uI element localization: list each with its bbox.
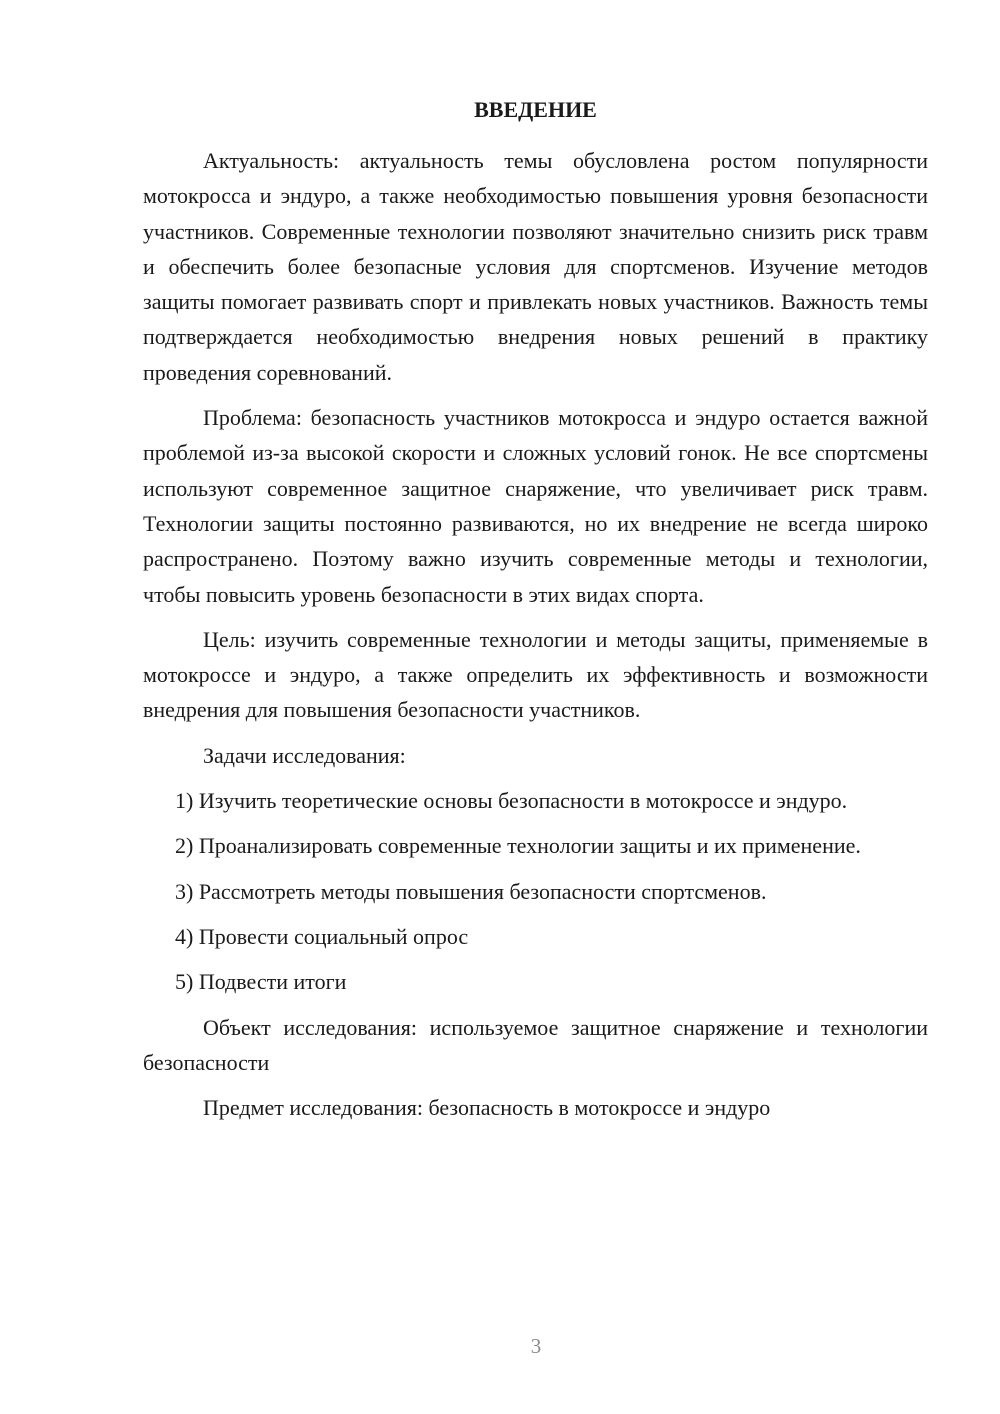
paragraph-object: Объект исследования: используемое защитное снаряжение и технологии безопасности bbox=[143, 1014, 928, 1075]
task-item-5: 5) Подвести итоги bbox=[175, 969, 347, 995]
task-item-2: 2) Проанализировать современные технологии защиты и их применение. bbox=[175, 833, 861, 859]
paragraph-subject: Предмет исследования: безопасность в мотокроссе и эндуро bbox=[203, 1095, 771, 1121]
paragraph-goal: Цель: изучить современные технологии и методы защиты, применяемые в мотокроссе и эндуро, а также определить их эффективность и возможности внедрения для повышения безопасности участников. bbox=[143, 626, 928, 723]
task-item-1: 1) Изучить теоретические основы безопасности в мотокроссе и эндуро. bbox=[175, 788, 848, 814]
page-title: ВВЕДЕНИЕ bbox=[474, 97, 597, 122]
document-page bbox=[143, 92, 928, 1125]
paragraph-problem: Проблема: безопасность участников мотокросса и эндуро остается важной проблемой из-за высокой скорости и сложных условий гонок. Не все спортсмены используют современное защитное снаряжение, что увеличивает риск травм. Технологии защиты постоянно развиваются, но их внедрение не всегда широко распространено. Поэтому важно изучить современные методы и технологии, чтобы повысить уровень безопасности в этих видах спорта. bbox=[143, 405, 928, 607]
task-item-3: 3) Рассмотреть методы повышения безопасности спортсменов. bbox=[175, 878, 767, 904]
paragraph-relevance: Актуальность: актуальность темы обусловлена ростом популярности мотокросса и эндуро, а также необходимостью повышения уровня безопасности участников. Современные технологии позволяют значительно снизить риск травм и обеспечить более безопасные условия для спортсменов. Изучение методов защиты помогает развивать спорт и привлекать новых участников. Важность темы подтверждается необходимостью внедрения новых решений в практику проведения соревнований. bbox=[143, 148, 928, 385]
page-number: 3 bbox=[530, 1334, 542, 1358]
tasks-heading: Задачи исследования: bbox=[203, 742, 406, 768]
task-item-4: 4) Провести социальный опрос bbox=[175, 923, 469, 949]
